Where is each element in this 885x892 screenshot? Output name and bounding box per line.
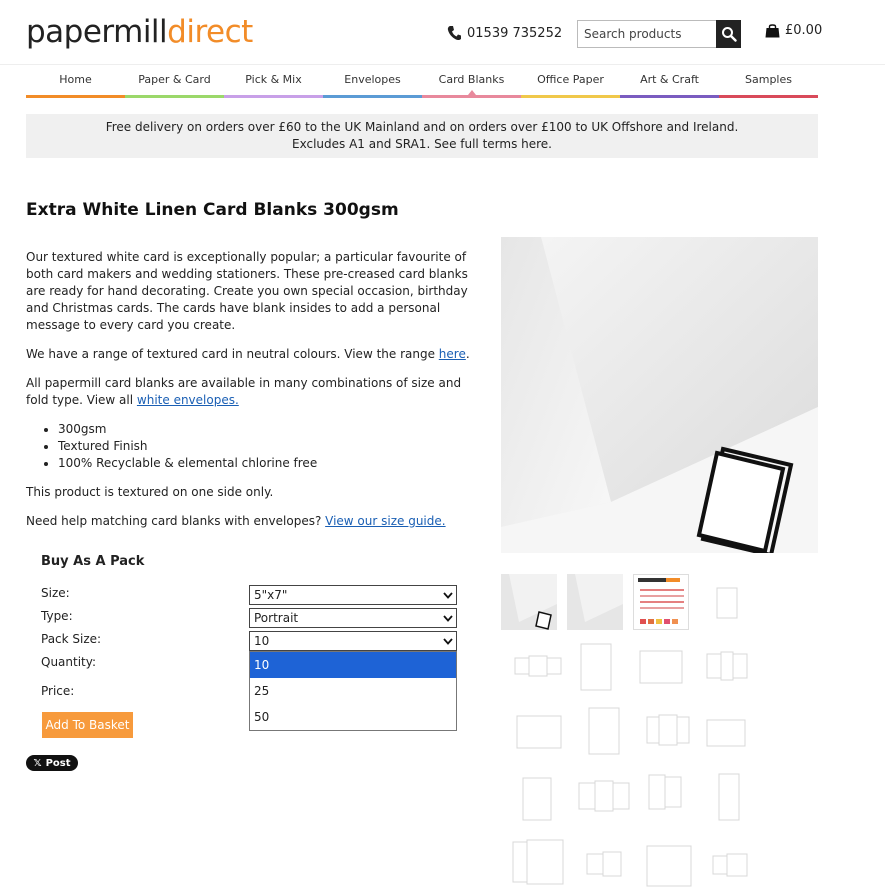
search-icon — [721, 26, 737, 42]
nav-item-label: Home — [59, 73, 92, 86]
quantity-label: Quantity: — [41, 655, 97, 669]
nav-item-label: Envelopes — [344, 73, 401, 86]
type-select[interactable] — [249, 608, 457, 628]
pack-size-value: 10 — [254, 634, 270, 648]
card-photo-graphic — [501, 237, 818, 553]
nav-item-art-craft[interactable] — [620, 70, 719, 98]
chevron-down-icon — [440, 592, 456, 599]
product-main-image[interactable] — [501, 237, 818, 553]
pack-option-25[interactable]: 25 — [254, 684, 270, 698]
description-paragraph — [26, 346, 478, 363]
phone-contact[interactable] — [447, 25, 562, 41]
description-paragraph — [26, 375, 478, 409]
range-link[interactable]: here — [438, 347, 466, 361]
nav-item-label: Card Blanks — [438, 73, 505, 86]
basket-total: £0.00 — [785, 23, 823, 38]
nav-item-label: Art & Craft — [640, 73, 699, 86]
shopping-bag-icon — [765, 23, 780, 38]
description-paragraph: This product is textured on one side only. — [26, 485, 274, 499]
type-label: Type: — [41, 609, 73, 623]
white-envelopes-link[interactable]: white envelopes. — [136, 393, 239, 407]
size-select[interactable] — [249, 585, 457, 605]
x-post-label: Post — [45, 757, 71, 769]
search-input[interactable] — [577, 20, 716, 48]
size-value: 5"x7" — [254, 588, 288, 602]
nav-color-bar — [323, 95, 422, 98]
chevron-down-icon — [440, 638, 456, 645]
nav-color-bar — [422, 95, 521, 98]
pack-size-dropdown — [249, 651, 457, 731]
notice-line-2: Excludes A1 and SRA1. See full terms here. — [292, 137, 552, 151]
price-label: Price: — [41, 684, 75, 698]
add-to-basket-button[interactable]: Add To Basket — [42, 712, 133, 738]
nav-color-bar — [620, 95, 719, 98]
logo-text-papermill: papermill — [26, 14, 168, 50]
feature-item: • Textured Finish — [58, 438, 478, 455]
delivery-notice[interactable] — [26, 114, 818, 158]
nav-item-label: Office Paper — [537, 73, 604, 86]
description-paragraph: Our textured white card is exceptionally popular; a particular favourite of both card makers and wedding stationers. These pre-creased card blanks are ready for hand decorating. Create you own special occasion, birthday and Christmas cards. The cards have blank insides to add a personal message to every card you create. — [26, 250, 468, 332]
x-logo-icon: 𝕏 — [33, 757, 42, 769]
product-title: Extra White Linen Card Blanks 300gsm — [26, 200, 399, 220]
envelopes-text: All papermill card blanks are available in many combinations of size and fold type. View all — [26, 376, 462, 407]
logo-text-direct: direct — [167, 14, 253, 50]
product-description — [26, 249, 478, 542]
search-form — [577, 20, 741, 48]
nav-item-office-paper[interactable] — [521, 70, 620, 98]
feature-item: • 300gsm — [58, 421, 478, 438]
size-guide-link[interactable]: View our size guide. — [325, 514, 446, 528]
description-paragraph — [26, 513, 478, 530]
thumbnail-grid-graphic — [501, 574, 761, 892]
nav-item-card-blanks[interactable] — [422, 70, 521, 98]
size-label: Size: — [41, 586, 70, 600]
basket-link[interactable] — [765, 23, 822, 38]
search-button[interactable] — [716, 20, 741, 48]
pack-option-10[interactable]: 10 — [250, 652, 456, 678]
main-nav — [26, 70, 818, 98]
nav-color-bar — [521, 95, 620, 98]
nav-item-paper-card[interactable] — [125, 70, 224, 98]
feature-item: • 100% Recyclable & elemental chlorine free — [58, 455, 478, 472]
nav-color-bar — [224, 95, 323, 98]
nav-item-label: Pick & Mix — [245, 73, 302, 86]
notice-line-1: Free delivery on orders over £60 to the UK Mainland and on orders over £100 to UK Offshore and Ireland. — [105, 120, 739, 134]
x-post-button[interactable] — [26, 755, 78, 771]
pack-size-select[interactable] — [249, 631, 457, 651]
nav-color-bar — [125, 95, 224, 98]
nav-color-bar — [26, 95, 125, 98]
header-divider — [0, 64, 885, 65]
nav-item-home[interactable] — [26, 70, 125, 98]
site-logo[interactable] — [26, 14, 253, 50]
nav-item-label: Samples — [745, 73, 792, 86]
range-text-end: . — [465, 347, 470, 361]
nav-item-samples[interactable] — [719, 70, 818, 98]
type-value: Portrait — [254, 611, 299, 625]
nav-item-label: Paper & Card — [138, 73, 211, 86]
pack-option-50[interactable]: 50 — [254, 710, 270, 724]
buy-heading: Buy As A Pack — [41, 554, 145, 569]
phone-number: 01539 735252 — [467, 25, 563, 41]
size-guide-text: Need help matching card blanks with envelopes? — [26, 514, 326, 528]
pack-size-label: Pack Size: — [41, 632, 102, 646]
range-text: We have a range of textured card in neutral colours. View the range — [26, 347, 439, 361]
nav-color-bar — [719, 95, 818, 98]
nav-item-envelopes[interactable] — [323, 70, 422, 98]
feature-list — [58, 421, 478, 472]
chevron-down-icon — [440, 615, 456, 622]
nav-item-pick-mix[interactable] — [224, 70, 323, 98]
phone-icon — [447, 25, 461, 41]
